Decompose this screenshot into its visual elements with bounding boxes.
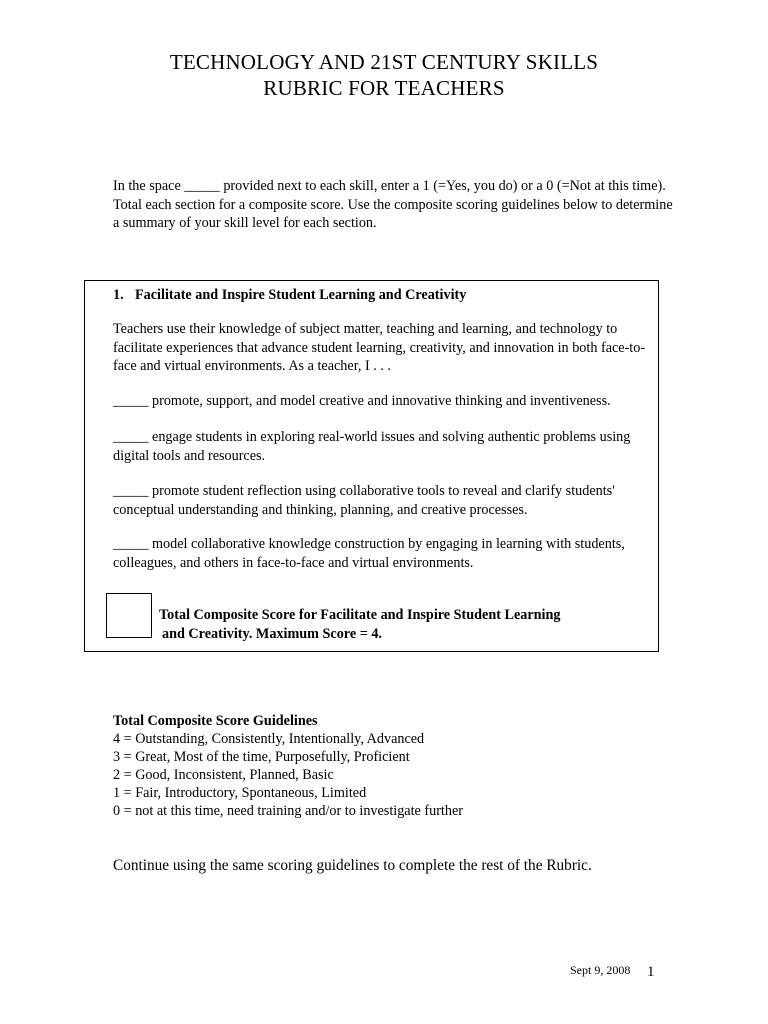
page-number: 1 — [647, 964, 655, 980]
footer-date: Sept 9, 2008 — [570, 963, 631, 977]
composite-score-label-line1: Total Composite Score for Facilitate and Inspire Student Learning — [159, 607, 561, 623]
section-1-intro: Teachers use their knowledge of subject matter, teaching and learning, and technology to facilitate experiences that advance student learning, creativity, and innovation in both face-to-face and virtual environments. As a teacher, I . . . — [113, 321, 646, 374]
composite-score-box[interactable] — [106, 593, 152, 638]
section-1-heading — [113, 286, 466, 304]
skill-item-3: _____ promote student reflection using collaborative tools to reveal and clarify students' conceptual understanding and thinking, planning, and creative processes. — [113, 483, 615, 518]
score-guidelines — [113, 712, 673, 820]
composite-score-label-line2: and Creativity. Maximum Score = 4. — [162, 626, 382, 642]
section-1-title: Facilitate and Inspire Student Learning and Creativity — [135, 287, 467, 303]
guideline-level-0: 0 = not at this time, need training and/or to investigate further — [113, 803, 463, 819]
guideline-level-2: 2 = Good, Inconsistent, Planned, Basic — [113, 767, 334, 783]
skill-item-4: _____ model collaborative knowledge construction by engaging in learning with students, colleagues, and others in face-to-face and virtual environments. — [113, 536, 625, 571]
instructions-paragraph: In the space _____ provided next to each skill, enter a 1 (=Yes, you do) or a 0 (=Not at this time). Total each section for a composite score. Use the composite scoring guidelines below to determine a summary of your skill level for each section. — [113, 178, 673, 231]
page-title: TECHNOLOGY AND 21ST CENTURY SKILLS — [169, 50, 599, 74]
guidelines-heading: Total Composite Score Guidelines — [113, 713, 318, 729]
page-subtitle: RUBRIC FOR TEACHERS — [263, 76, 505, 100]
section-1-number: 1. — [113, 287, 124, 303]
skill-item-2: _____ engage students in exploring real-world issues and solving authentic problems using digital tools and resources. — [113, 429, 631, 464]
section-1-box — [84, 280, 659, 652]
guideline-level-1: 1 = Fair, Introductory, Spontaneous, Limited — [113, 785, 367, 801]
guideline-level-3: 3 = Great, Most of the time, Purposefully, Proficient — [113, 749, 410, 765]
skill-item-1: _____ promote, support, and model creative and innovative thinking and inventiveness. — [113, 393, 611, 409]
guideline-level-4: 4 = Outstanding, Consistently, Intentionally, Advanced — [113, 731, 425, 747]
composite-score-label — [159, 606, 629, 644]
continue-note: Continue using the same scoring guidelines to complete the rest of the Rubric. — [113, 857, 592, 874]
